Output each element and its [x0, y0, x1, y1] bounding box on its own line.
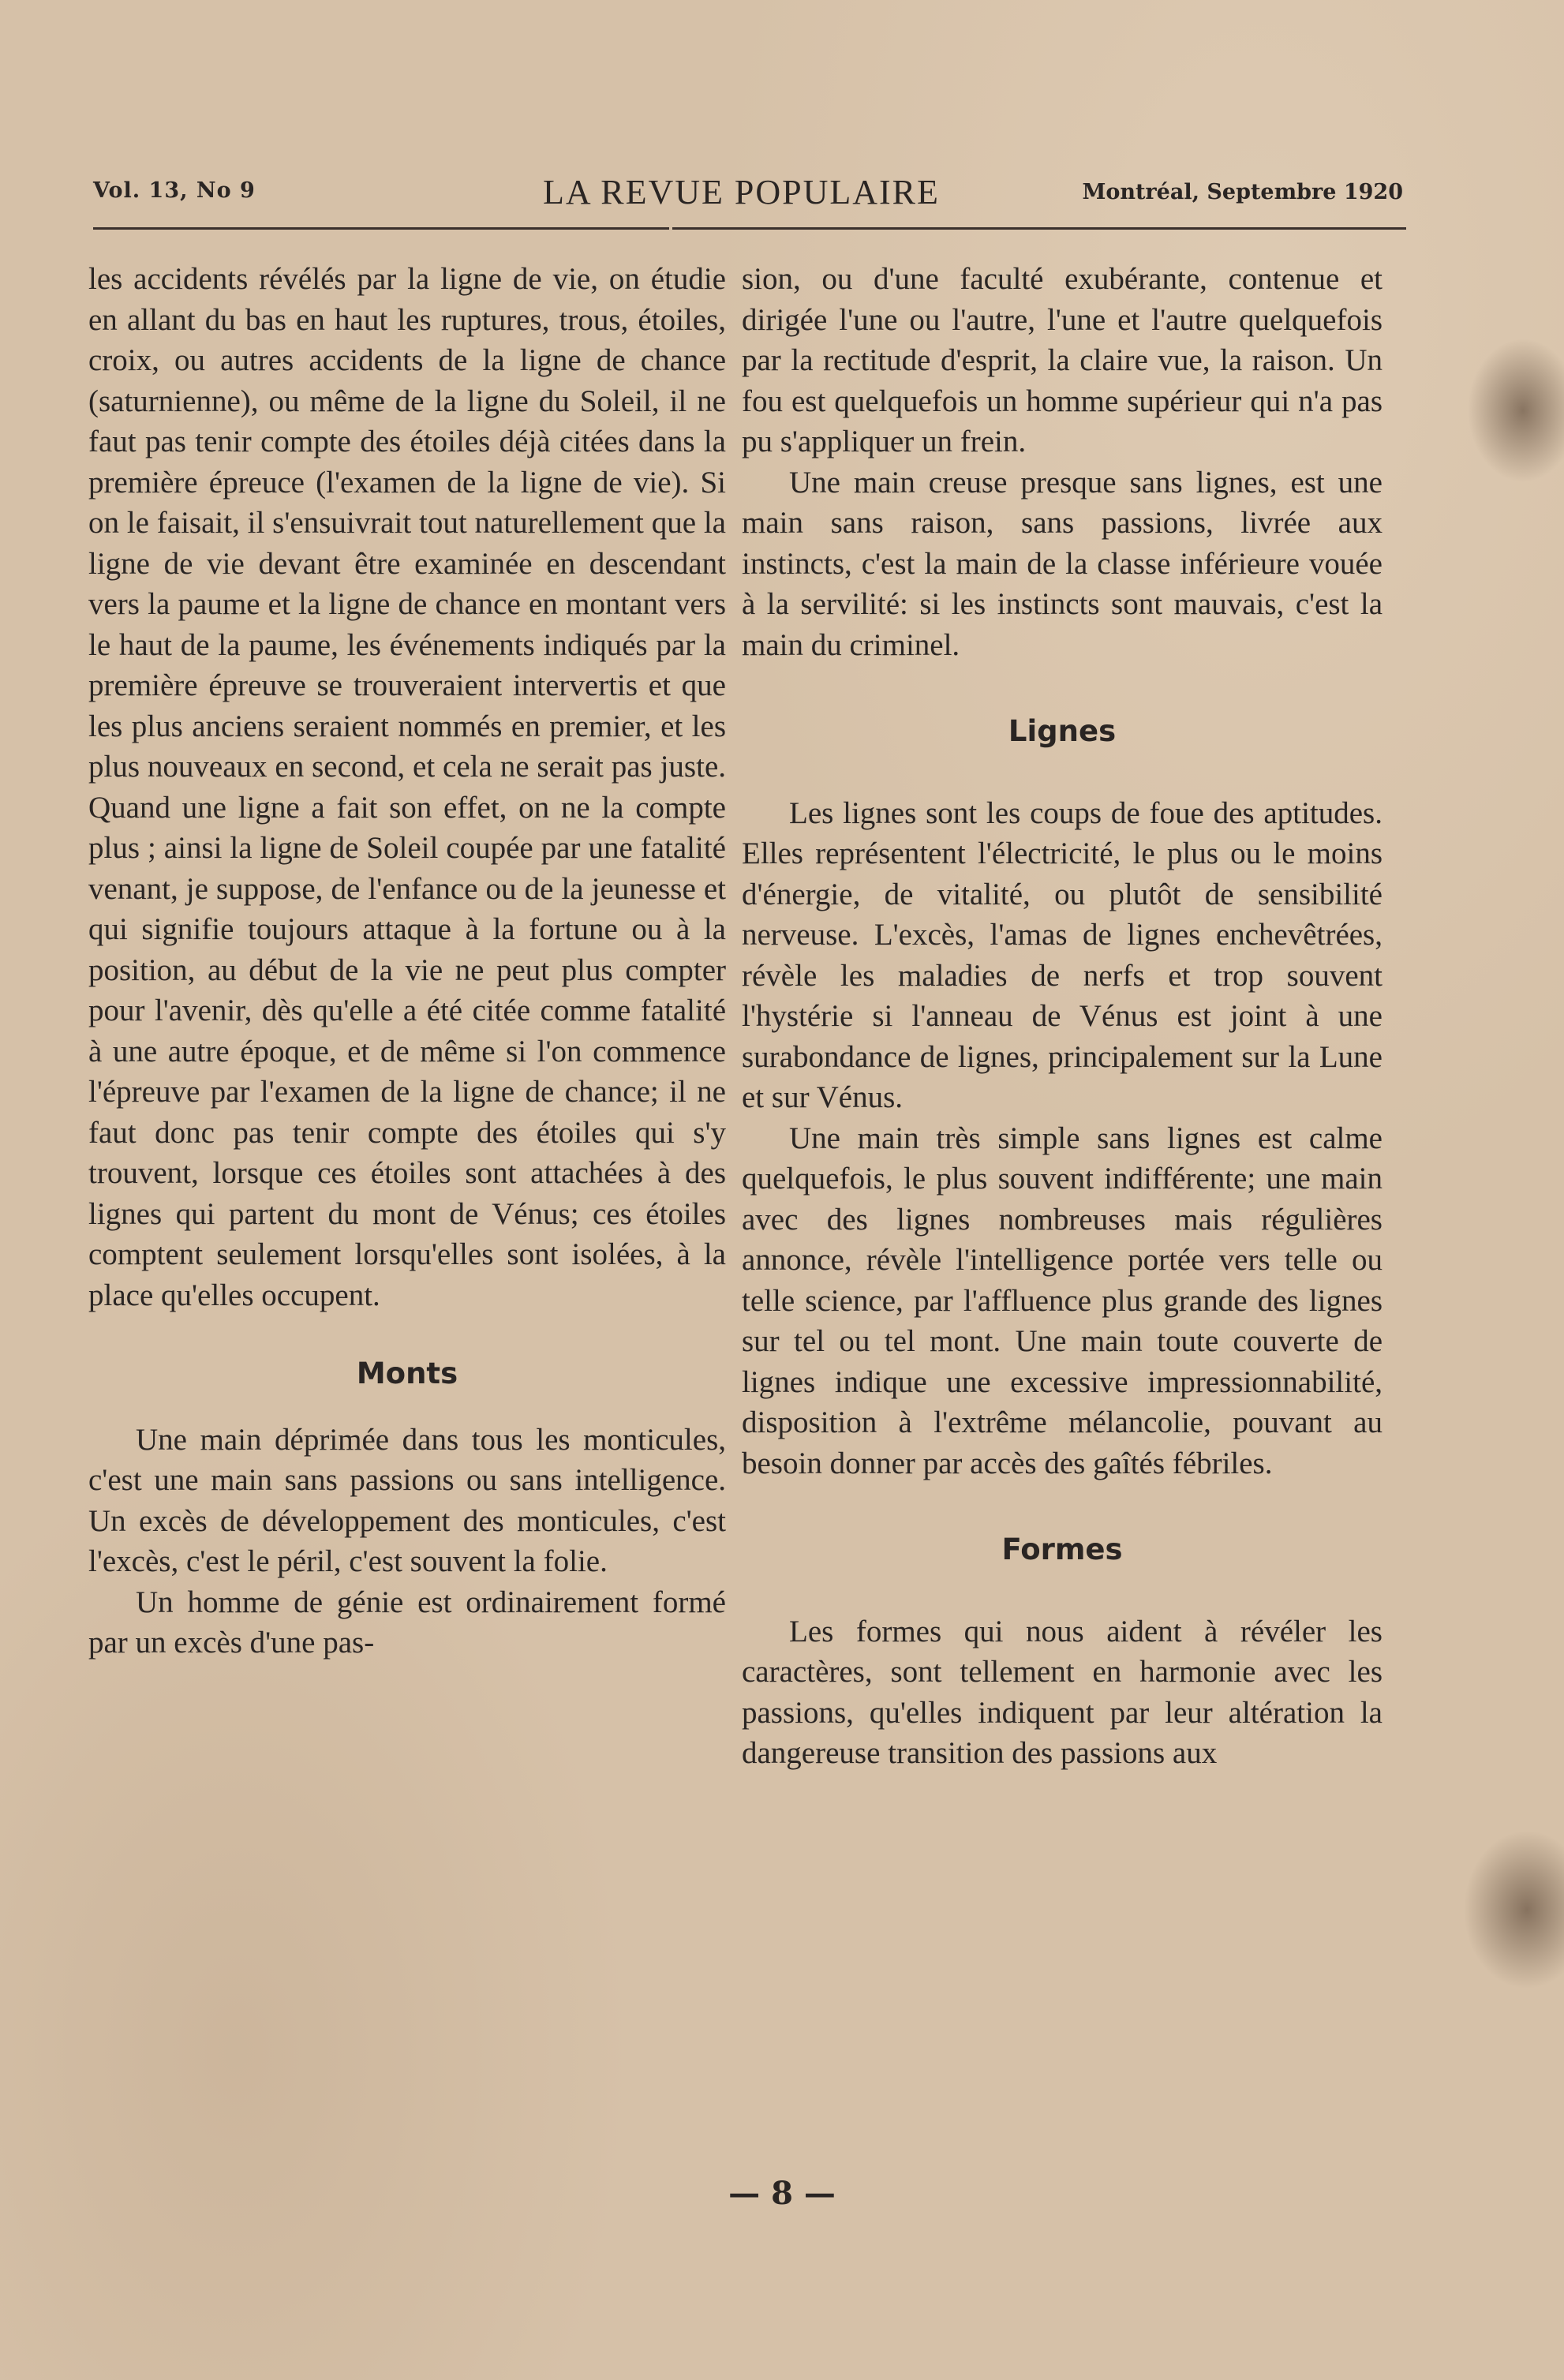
paragraph: sion, ou d'une faculté exubérante, contenue et dirigée l'une ou l'autre, l'une et l'autre quelquefois par la rectitude d'esprit, la claire vue, la raison. Un fou est quelquefois un homme supérieur qui n'a pas pu s'appliquer un frein. — [742, 262, 1383, 458]
paragraph: Une main creuse presque sans lignes, est une main sans raison, sans passions, livrée aux instincts, c'est la main de la classe inférieure vouée à la servilité: si les instincts sont mauvais, c'est la main du criminel. — [742, 465, 1383, 662]
volume-issue: Vol. 13, No 9 — [93, 178, 256, 203]
section-heading-formes: Formes — [1001, 1532, 1123, 1566]
section-heading-monts: Monts — [356, 1357, 458, 1390]
paragraph: les accidents révélés par la ligne de vie, on étudie en allant du bas en haut les ruptures, trous, étoiles, croix, ou autres accidents de la ligne de chance (saturnienne), ou même de la ligne du Soleil, il ne faut pas tenir compte des étoiles déjà citées dans la première épreuce (l'examen de la ligne de vie). Si on le faisait, il s'ensuivrait tout naturellement que la ligne de vie devant être examinée en descendant vers la paume et la ligne de chance en montant vers le haut de la paume, les événements indiqués par la première épreuve se trouveraient intervertis et que les plus anciens seraient nommés en premier, et les plus nouveaux en second, et cela ne serait pas juste. Quand une ligne a fait son effet, on ne la compte plus ; ainsi la ligne de Soleil coupée par une fatalité venant, je suppose, de l'enfance ou de la jeunesse et qui signifie toujours attaque à la fortune ou à la position, au début de la vie ne peut plus compter pour l'avenir, dès qu'elle a été citée comme fatalité à une autre époque, et de même si l'on commence l'épreuve par l'examen de la ligne de chance; il ne faut donc pas tenir compte des étoiles qui s'y trouvent, lorsque ces étoiles sont attachées à des lignes qui partent du mont de Vénus; ces étoiles comptent seulement lorsqu'elles sont isolées, à la place qu'elles occupent. — [88, 262, 726, 1312]
paragraph: Une main très simple sans lignes est calme quelquefois, le plus souvent indifférente; une main avec des lignes nombreuses mais régulières annonce, révèle l'intelligence portée vers telle ou telle science, par l'affluence plus grande des lignes sur tel ou tel mont. Une main toute couverte de lignes indique une excessive impressionnabilité, disposition à l'extrême mélancolie, pouvant au besoin donner par accès des gaîtés fébriles. — [742, 1121, 1383, 1480]
paragraph: Les formes qui nous aident à révéler les caractères, sont tellement en harmonie avec les passions, qu'elles indiquent par leur altération la dangereuse transition des passions aux — [742, 1614, 1383, 1770]
header-rule-left — [93, 227, 669, 230]
page-header — [93, 172, 1403, 227]
left-column — [88, 259, 726, 1663]
header-rule-right — [672, 227, 1406, 230]
page-number: — 8 — — [728, 2175, 836, 2212]
right-column — [742, 259, 1383, 1774]
paragraph: Les lignes sont les coups de foue des aptitudes. Elles représentent l'électricité, le plus ou le moins d'énergie, de vitalité, ou plutôt de sensibilité nerveuse. L'excès, l'amas de lignes enchevêtrées, révèle les maladies de nerfs et trop souvent l'hystérie si l'anneau de Vénus est joint à une surabondance de lignes, principalement sur la Lune et sur Vénus. — [742, 795, 1383, 1114]
paragraph: Une main déprimée dans tous les monticules, c'est une main sans passions ou sans intelligence. Un excès de développement des monticules, c'est l'excès, c'est le péril, c'est souvent la folie. — [88, 1422, 726, 1578]
paragraph: Un homme de génie est ordinairement formé par un excès d'une pas- — [88, 1585, 726, 1660]
publication-title: LA REVUE POPULAIRE — [543, 173, 940, 211]
section-heading-lignes: Lignes — [1008, 714, 1117, 748]
issue-date: Montréal, Septembre 1920 — [1082, 180, 1403, 204]
